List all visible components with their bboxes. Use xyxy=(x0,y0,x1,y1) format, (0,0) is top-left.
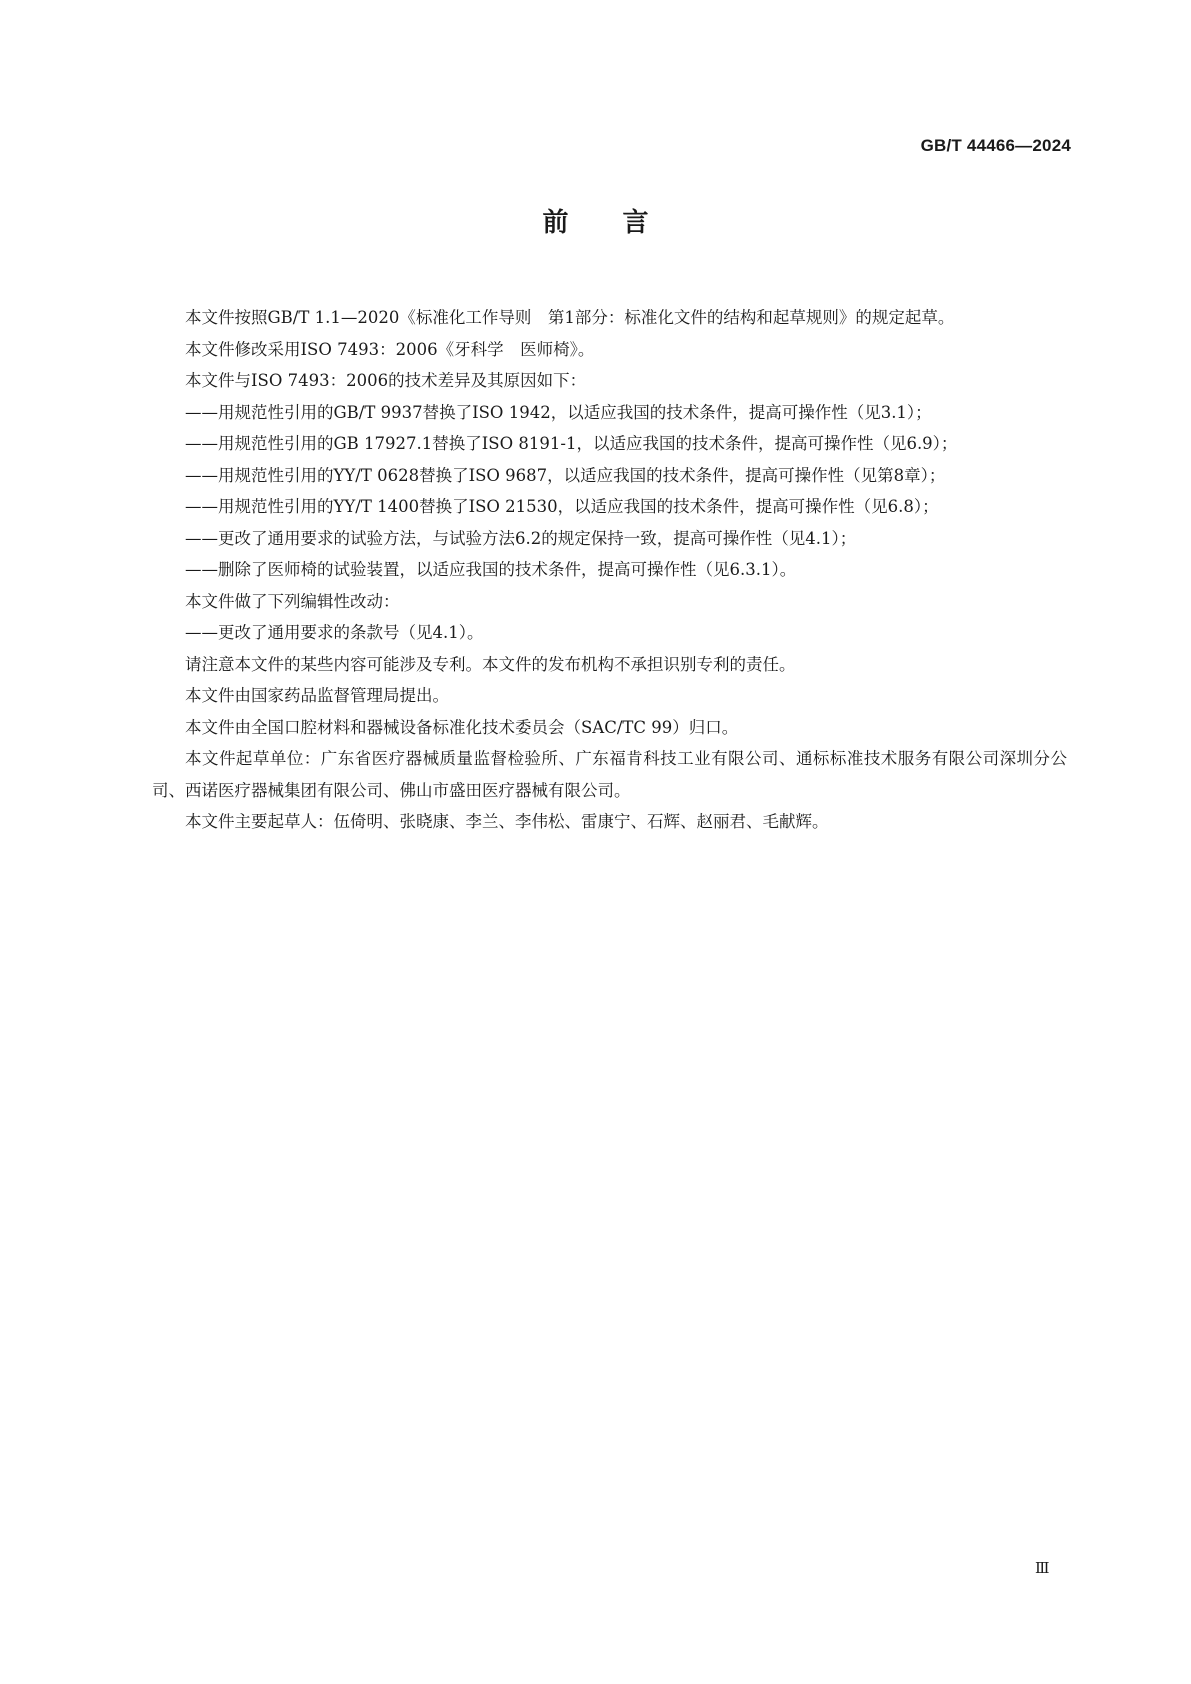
paragraph-proposer: 本文件由国家药品监督管理局提出。 xyxy=(185,686,449,705)
list-item: ——用规范性引用的GB 17927.1替换了ISO 8191-1，以适应我国的技术条件，提高可操作性（见6.9）； xyxy=(185,434,958,453)
page-number: Ⅲ xyxy=(1035,1559,1050,1577)
list-item: ——用规范性引用的YY/T 1400替换了ISO 21530，以适应我国的技术条件，提高可操作性（见6.8）； xyxy=(185,497,939,516)
paragraph-drafting-rules: 本文件按照GB/T 1.1—2020《标准化工作导则 第1部分：标准化文件的结构和起草规则》的规定起草。 xyxy=(185,308,955,327)
list-item: ——更改了通用要求的试验方法，与试验方法6.2的规定保持一致，提高可操作性（见4.1）； xyxy=(185,528,857,548)
technical-differences-list xyxy=(152,397,1067,586)
page-title: 前言 xyxy=(542,208,703,238)
paragraph-drafters: 本文件主要起草人：伍倚明、张晓康、李兰、李伟松、雷康宁、石辉、赵丽君、毛献辉。 xyxy=(185,812,829,831)
foreword-body xyxy=(152,302,1067,838)
paragraph-differences-intro: 本文件与ISO 7493：2006的技术差异及其原因如下： xyxy=(185,371,587,390)
list-item: ——更改了通用要求的条款号（见4.1）。 xyxy=(185,623,484,642)
paragraph-patent-notice: 请注意本文件的某些内容可能涉及专利。本文件的发布机构不承担识别专利的责任。 xyxy=(185,654,796,674)
list-item: ——删除了医师椅的试验装置，以适应我国的技术条件，提高可操作性（见6.3.1）。 xyxy=(185,560,797,579)
list-item: ——用规范性引用的YY/T 0628替换了ISO 9687，以适应我国的技术条件，提高可操作性（见第8章）； xyxy=(185,465,946,485)
paragraph-editorial-intro: 本文件做了下列编辑性改动： xyxy=(185,591,400,611)
paragraph-technical-committee: 本文件由全国口腔材料和器械设备标准化技术委员会（SAC/TC 99）归口。 xyxy=(185,717,739,737)
paragraph-adoption: 本文件修改采用ISO 7493：2006《牙科学 医师椅》。 xyxy=(185,339,595,359)
standard-number: GB/T 44466—2024 xyxy=(920,136,1071,155)
editorial-changes-list xyxy=(152,617,1067,649)
paragraph-drafting-units: 本文件起草单位：广东省医疗器械质量监督检验所、广东福肯科技工业有限公司、通标标准技术服务有限公司深圳分公司、西诺医疗器械集团有限公司、佛山市盛田医疗器械有限公司。 xyxy=(152,749,1067,800)
list-item: ——用规范性引用的GB/T 9937替换了ISO 1942，以适应我国的技术条件，提高可操作性（见3.1）； xyxy=(185,402,932,422)
